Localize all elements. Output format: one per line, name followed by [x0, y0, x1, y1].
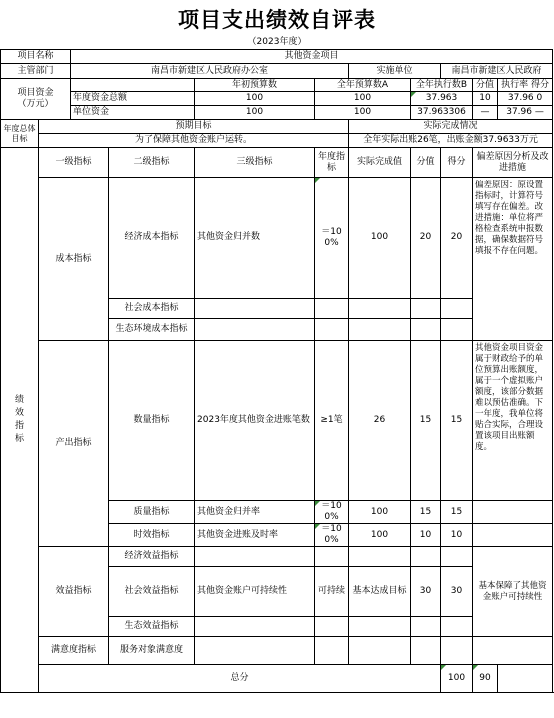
eco-benefit-level2: 生态效益指标	[109, 617, 195, 637]
goal-header-row	[1, 120, 553, 134]
total-note	[498, 665, 553, 693]
timeliness-level2: 时效指标	[109, 524, 195, 547]
social-cost-level2: 社会成本指标	[109, 298, 195, 319]
impl-value: 南昌市新建区人民政府	[441, 64, 553, 79]
service-level2: 服务对象满意度	[109, 637, 195, 665]
funds-unit-score: —	[534, 107, 544, 117]
eco-cost-target	[315, 319, 349, 341]
form-year: （2023年度）	[247, 37, 307, 47]
quality-score: 15	[441, 501, 473, 524]
econ-benefit-score	[441, 547, 473, 567]
quality-actual: 100	[349, 501, 411, 524]
funds-total-score-value: 10	[473, 92, 498, 106]
funds-total-score: 0	[536, 93, 543, 103]
funds-unit-label: 单位资金	[71, 106, 195, 120]
dept-row	[1, 64, 553, 79]
goal-label: 年度总体目标	[1, 120, 39, 148]
eco-cost-level3	[195, 319, 315, 341]
funds-header-row	[1, 79, 553, 92]
service-score-value	[411, 637, 441, 665]
service-score	[441, 637, 473, 665]
quality-target: ＝100%	[315, 501, 349, 524]
eco-cost-actual	[349, 319, 411, 341]
group-effect: 效益指标	[39, 547, 109, 637]
quality-note	[473, 501, 553, 524]
social-cost-actual	[349, 298, 411, 319]
quantity-level2: 数量指标	[109, 341, 195, 501]
quality-level2: 质量指标	[109, 501, 195, 524]
timeliness-score: 10	[441, 524, 473, 547]
social-cost-score-value	[411, 298, 441, 319]
row-econ-benefit	[1, 547, 553, 567]
service-level3	[195, 637, 315, 665]
eco-benefit-actual	[349, 617, 411, 637]
funds-unit-rate-score	[498, 106, 553, 120]
funds-header-rate-score	[498, 79, 553, 92]
project-row	[1, 50, 553, 64]
impl-label: 实施单位	[349, 64, 441, 79]
group-cost: 成本指标	[39, 178, 109, 341]
perf-section-text: 绩效指标	[14, 395, 24, 444]
funds-header-rate: 执行率	[501, 79, 529, 90]
form-title: 项目支出绩效自评表	[178, 8, 376, 32]
funds-unit-score-value: —	[473, 106, 498, 120]
funds-header-initial: 年初预算数	[195, 79, 315, 92]
evaluation-table	[0, 49, 553, 693]
econ-cost-score-value: 20	[411, 178, 441, 299]
timeliness-note	[473, 524, 553, 547]
dept-value: 南昌市新建区人民政府办公室	[71, 64, 349, 79]
social-cost-level3	[195, 298, 315, 319]
funds-total-rate: 37.96	[507, 93, 534, 103]
social-cost-score	[441, 298, 473, 319]
eco-benefit-target	[315, 617, 349, 637]
econ-cost-level2: 经济成本指标	[109, 178, 195, 299]
quantity-level3: 2023年度其他资金进账笔数	[195, 341, 315, 501]
funds-unit-annual: 100	[315, 106, 411, 120]
funds-unit-rate: 37.96	[506, 107, 532, 117]
eco-cost-score-value	[411, 319, 441, 341]
timeliness-level3: 其他资金进账及时率	[195, 524, 315, 547]
social-benefit-score-value: 30	[411, 567, 441, 617]
header-analysis: 偏差原因分析及改进措施	[473, 148, 553, 178]
project-label: 项目名称	[1, 50, 71, 64]
eco-benefit-score-value	[411, 617, 441, 637]
quantity-score: 15	[441, 341, 473, 501]
total-row	[1, 665, 553, 693]
service-note	[473, 637, 553, 665]
total-score: 90	[473, 665, 498, 693]
funds-unit-initial: 100	[195, 106, 315, 120]
funds-total-rate-score	[498, 92, 553, 106]
header-level3: 三级指标	[195, 148, 315, 178]
social-benefit-target: 可持续	[315, 567, 349, 617]
econ-cost-actual: 100	[349, 178, 411, 299]
group-satisfaction: 满意度指标	[39, 637, 109, 665]
econ-cost-target: ＝100%	[315, 178, 349, 299]
row-service	[1, 637, 553, 665]
row-quantity	[1, 341, 553, 501]
funds-label	[1, 79, 71, 120]
funds-header-executed: 全年执行数B	[411, 79, 473, 92]
econ-benefit-score-value	[411, 547, 441, 567]
funds-total-executed: 37.963	[411, 92, 473, 106]
cost-note: 偏差原因：原设置指标时，计算符号填写存在偏差。改进措施：单位将严格检查系统申报数据，确保数据符号填报不存在问题。	[475, 180, 544, 256]
row-econ-cost	[1, 178, 553, 299]
header-level1: 一级指标	[39, 148, 109, 178]
funds-total-initial: 100	[195, 92, 315, 106]
social-benefit-level2: 社会效益指标	[109, 567, 195, 617]
quantity-actual: 26	[349, 341, 411, 501]
project-value: 其他资金项目	[71, 50, 553, 64]
output-note: 其他资金项目资金属于财政给予的单位预算出账额度，属于一个虚拟账户额度，该部分数据难以预估准确。下一年度，我单位将贴合实际，合理设置该项目出账额度。	[473, 341, 553, 501]
funds-unit-row	[1, 106, 553, 120]
goal-actual: 全年实际出账26笔，出账金额37.9633万元	[349, 134, 553, 148]
social-cost-target	[315, 298, 349, 319]
econ-benefit-level3	[195, 547, 315, 567]
quantity-score-value: 15	[411, 341, 441, 501]
social-benefit-score: 30	[441, 567, 473, 617]
perf-section-label	[1, 148, 39, 693]
funds-label-line1: 项目资金	[17, 88, 54, 98]
eco-benefit-level3	[195, 617, 315, 637]
econ-benefit-target	[315, 547, 349, 567]
funds-header-annual: 全年预算数A	[315, 79, 411, 92]
econ-benefit-level2: 经济效益指标	[109, 547, 195, 567]
dept-label: 主管部门	[1, 64, 71, 79]
funds-label-line2: （万元）	[17, 99, 54, 109]
goal-content-row	[1, 134, 553, 148]
funds-total-label: 年度资金总额	[71, 92, 195, 106]
header-target: 年度指标	[315, 148, 349, 178]
header-score: 得分	[441, 148, 473, 178]
header-level2: 二级指标	[109, 148, 195, 178]
timeliness-actual: 100	[349, 524, 411, 547]
perf-header-row	[1, 148, 553, 178]
eco-benefit-score	[441, 617, 473, 637]
funds-unit-executed: 37.963306	[411, 106, 473, 120]
eco-cost-score	[441, 319, 473, 341]
quantity-target: ≥1笔	[315, 341, 349, 501]
econ-benefit-actual	[349, 547, 411, 567]
total-score-value: 100	[441, 665, 473, 693]
social-benefit-actual: 基本达成目标	[349, 567, 411, 617]
service-actual	[349, 637, 411, 665]
goal-expected: 为了保障其他资金账户运转。	[39, 134, 349, 148]
header-actual: 实际完成值	[349, 148, 411, 178]
funds-total-row	[1, 92, 553, 106]
funds-total-annual: 100	[315, 92, 411, 106]
total-label: 总分	[39, 665, 441, 693]
cost-note-cell	[473, 178, 553, 341]
quality-score-value: 15	[411, 501, 441, 524]
funds-header-score: 得分	[531, 79, 550, 90]
goal-expected-header: 预期目标	[39, 120, 349, 134]
effect-note: 基本保障了其他资金账户可持续性	[473, 547, 553, 637]
funds-header-blank	[71, 79, 195, 92]
eco-cost-level2: 生态环境成本指标	[109, 319, 195, 341]
timeliness-target: ＝100%	[315, 524, 349, 547]
econ-cost-score: 20	[441, 178, 473, 299]
service-target	[315, 637, 349, 665]
timeliness-score-value: 10	[411, 524, 441, 547]
goal-actual-header: 实际完成情况	[349, 120, 553, 134]
funds-header-score-value: 分值	[473, 79, 498, 92]
group-output: 产出指标	[39, 341, 109, 547]
quality-level3: 其他资金归并率	[195, 501, 315, 524]
social-benefit-level3: 其他资金账户可持续性	[195, 567, 315, 617]
econ-cost-level3: 其他资金归并数	[195, 178, 315, 299]
header-score-value: 分值	[411, 148, 441, 178]
